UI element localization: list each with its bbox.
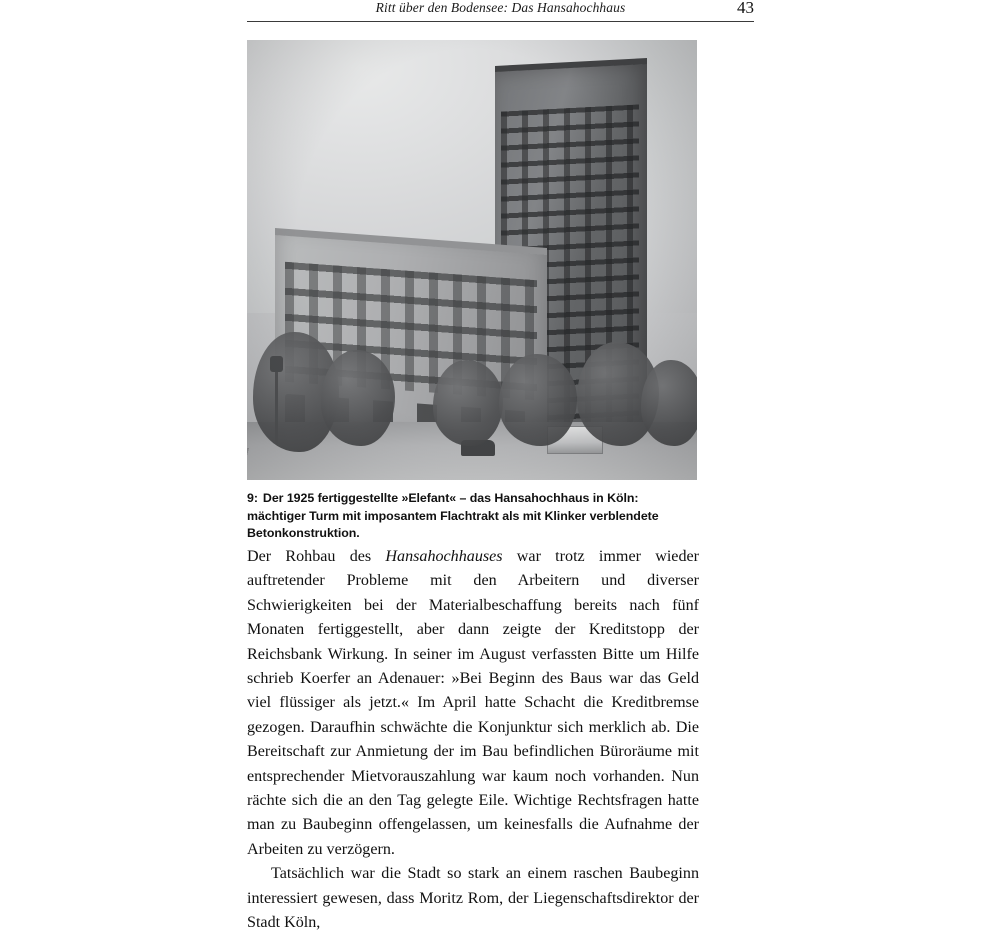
photo-tree [433, 360, 503, 446]
body-paragraph [247, 545, 699, 862]
body-text-run: war trotz immer wieder auftretender Probleme mit den Arbeitern und diverser Schwierigkeiten bei der Materialbeschaffung bereits nach fünf Monaten fertiggestellt, aber dann zeigte der Kreditstopp der Reichsbank Wirkung. In seiner im August verfassten Bitte um Hilfe schrieb Koerfer an Adenauer: »Bei Beginn des Baus war das Geld viel flüssiger als jetzt.« Im April hatte Schacht die Kreditbremse gezogen. Daraufhin schwächte die Konjunktur sich merklich ab. Die Bereitschaft zur Anmietung der im Bau befindlichen Büroräume mit entsprechender Mietvorauszahlung war kaum noch vorhanden. Nun rächte sich die an den Tag gelegte Eile. Wichtige Rechtsfragen hatte man zu Baubeginn offengelassen, um keinesfalls die Aufnahme der Arbeiten zu verzögern. [247, 548, 699, 858]
body-text [247, 545, 699, 936]
running-head-text: Ritt über den Bodensee: Das Hansahochhaus [375, 0, 626, 15]
page-number: 43 [737, 0, 754, 17]
header-rule [247, 21, 754, 22]
body-text-run: Der Rohbau des [247, 548, 386, 565]
body-paragraph [247, 862, 699, 935]
photo-tree [641, 360, 697, 446]
figure-caption-text: Der 1925 fertiggestellte »Elefant« – das Hansahochhaus in Köln: mächtiger Turm mit imposantem Flachtrakt als mit Klinker verblendete Betonkonstruktion. [247, 491, 659, 540]
running-head [247, 0, 754, 26]
body-text-italic: Hansahochhauses [385, 548, 503, 565]
body-text-run: Tatsächlich war die Stadt so stark an einem raschen Baubeginn interessiert gewesen, dass Moritz Rom, der Liegenschaftsdirektor der Stadt Köln, [247, 865, 699, 932]
photo-tree [499, 354, 577, 446]
photo-canvas [247, 40, 697, 480]
figure-caption [247, 490, 699, 543]
photo-tree [321, 350, 395, 446]
photo-street-lamp-head [270, 356, 283, 372]
figure-image [247, 40, 697, 480]
figure-caption-number: 9: [247, 491, 258, 505]
photo-street-lamp-pole [275, 368, 278, 444]
